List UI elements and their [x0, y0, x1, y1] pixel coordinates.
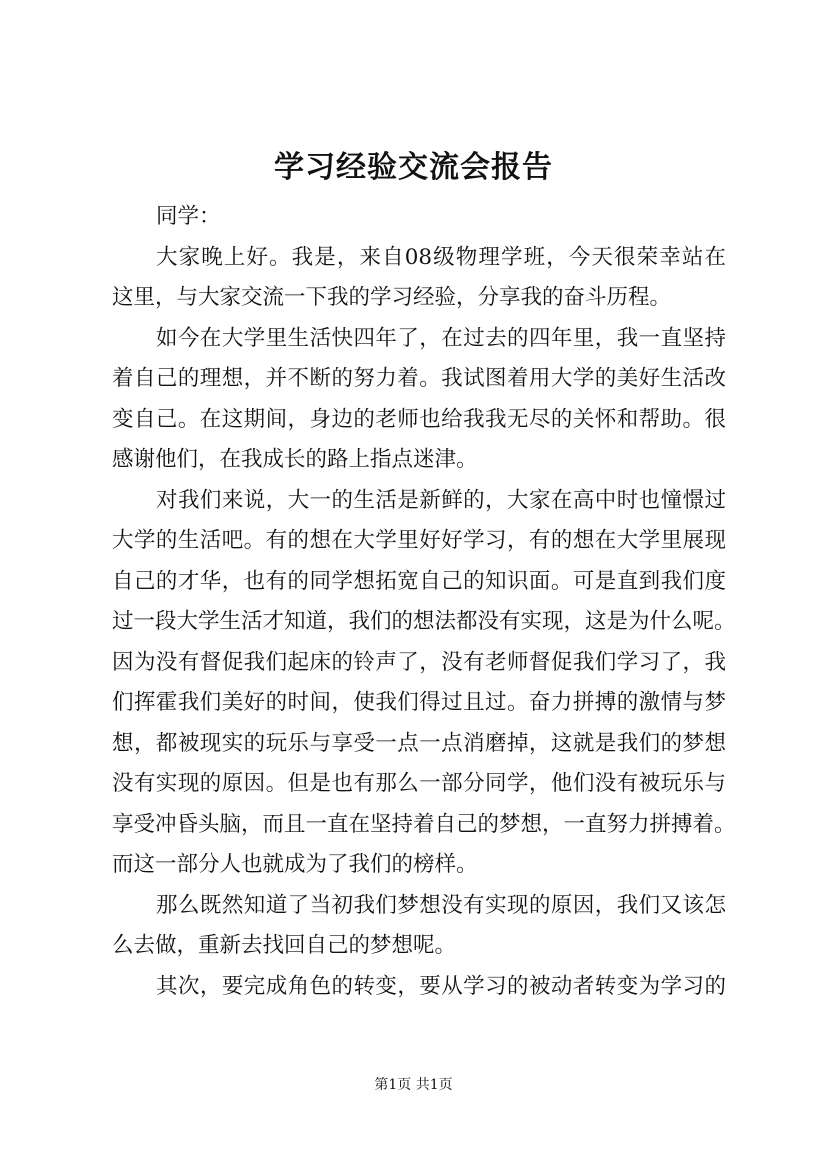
text-line: 那么既然知道了当初我们梦想没有实现的原因，我们又该怎	[156, 892, 726, 918]
text-line: 因为没有督促我们起床的铃声了，没有老师督促我们学习了，我	[112, 649, 726, 675]
text-line: 着自己的理想，并不断的努力着。我试图着用大学的美好生活改	[112, 366, 726, 391]
text-line: 大学的生活吧。有的想在大学里好好学习，有的想在大学里展现	[112, 528, 726, 553]
page-footer: 第1页 共1页	[374, 1077, 453, 1093]
text-line: 对我们来说，大一的生活是新鲜的，大家在高中时也憧憬过	[156, 487, 726, 513]
text-line: 自己的才华，也有的同学想拓宽自己的知识面。可是直到我们度	[112, 568, 726, 594]
text-line: 想，都被现实的玩乐与享受一点一点消磨掉，这就是我们的梦想	[112, 730, 726, 756]
text-line: 其次，要完成角色的转变，要从学习的被动者转变为学习的	[156, 973, 726, 999]
text-line: 们挥霍我们美好的时间，使我们得过且过。奋力拼搏的激情与梦	[112, 690, 726, 715]
text-line: 同学：	[156, 204, 221, 229]
text-line: 感谢他们，在我成长的路上指点迷津。	[112, 447, 478, 472]
text-line: 过一段大学生活才知道，我们的想法都没有实现，这是为什么呢。	[112, 609, 736, 634]
text-line: 而这一部分人也就成为了我们的榜样。	[112, 852, 478, 877]
text-line: 没有实现的原因。但是也有那么一部分同学，他们没有被玩乐与	[112, 771, 726, 796]
text-line: 么去做，重新去找回自己的梦想呢。	[112, 933, 457, 958]
text-line: 如今在大学里生活快四年了，在过去的四年里，我一直坚持	[156, 325, 726, 351]
text-line: 变自己。在这期间，身边的老师也给我我无尽的关怀和帮助。很	[112, 406, 726, 432]
document-body	[112, 197, 736, 1007]
text-line: 享受冲昏头脑，而且一直在坚持着自己的梦想，一直努力拼搏着。	[112, 811, 736, 837]
document-title: 学习经验交流会报告	[274, 150, 553, 185]
text-line: 这里，与大家交流一下我的学习经验，分享我的奋斗历程。	[112, 285, 672, 310]
text-line: 大家晚上好。我是，来自08级物理学班，今天很荣幸站在	[156, 244, 726, 270]
